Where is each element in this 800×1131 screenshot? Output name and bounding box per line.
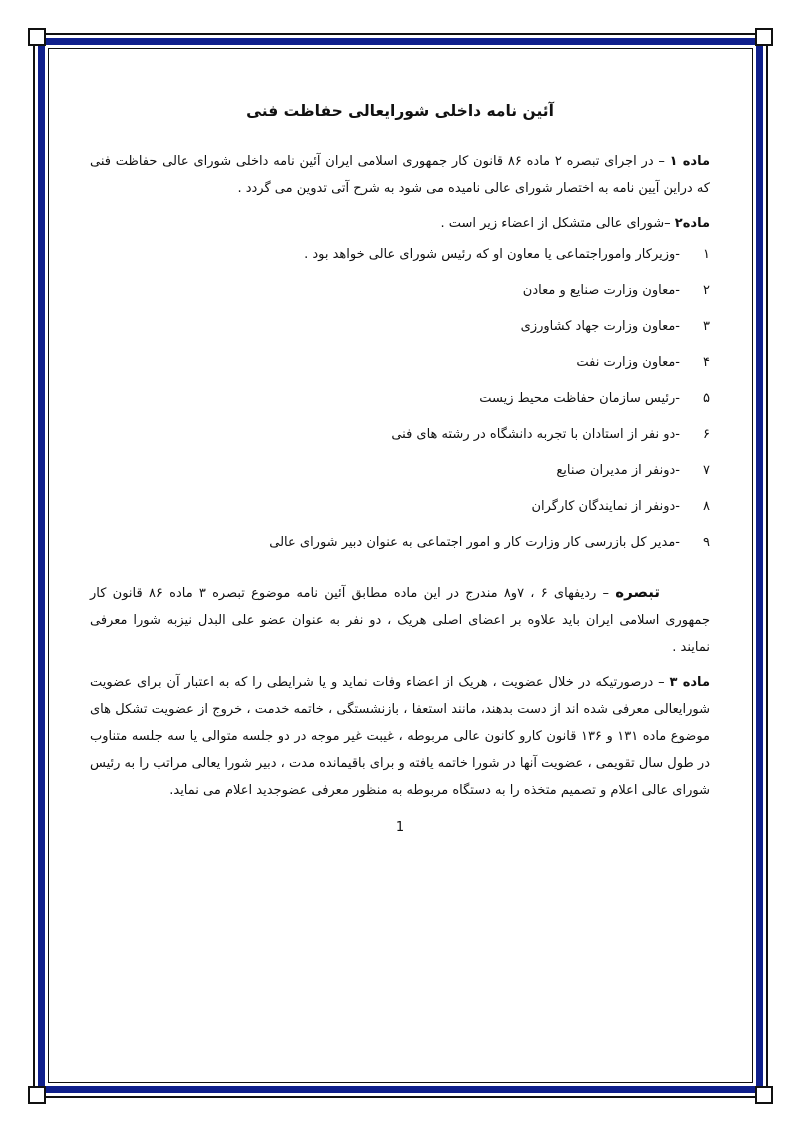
document-title: آئین نامه داخلی شورایعالی حفاظت فنی bbox=[246, 102, 554, 120]
article-1 bbox=[90, 148, 710, 202]
note-label: تبصره bbox=[615, 583, 660, 601]
border-corner-ornament bbox=[755, 28, 773, 46]
article-3-label: ماده ۳ bbox=[669, 675, 710, 690]
border-corner-ornament bbox=[28, 28, 46, 46]
list-item-number: ۱ bbox=[703, 247, 710, 262]
note-text: – ردیفهای ۶ ، ۷و۸ مندرج در این ماده مطابق آئین نامه موضوع تبصره ۳ ماده ۸۶ قانون کار جمهوری اسلامی ایران باید علاوه بر اعضای اصلی هریک ، دو نفر به عنوان عضو علی البدل نیزبه شورا معرفی نمایند . bbox=[90, 586, 710, 655]
list-item bbox=[90, 497, 710, 517]
article-3 bbox=[90, 669, 710, 804]
page-number: 1 bbox=[395, 820, 405, 835]
article-2 bbox=[90, 210, 710, 237]
list-item-number: ۸ bbox=[703, 499, 710, 514]
list-item bbox=[90, 281, 710, 301]
list-item bbox=[90, 389, 710, 409]
border-corner-ornament bbox=[755, 1086, 773, 1104]
list-item-text: -رئیس سازمان حفاظت محیط زیست bbox=[479, 391, 680, 406]
border-corner-ornament bbox=[28, 1086, 46, 1104]
list-item-text: -دونفر از نمایندگان کارگران bbox=[531, 499, 680, 514]
list-item-text: -معاون وزارت جهاد کشاورزی bbox=[520, 319, 680, 334]
list-item bbox=[90, 317, 710, 337]
council-members-list bbox=[90, 245, 710, 553]
list-item bbox=[90, 533, 710, 553]
list-item bbox=[90, 353, 710, 373]
list-item bbox=[90, 245, 710, 265]
list-item-text: -وزیرکار واموراجتماعی یا معاون او که رئیس شورای عالی خواهد بود . bbox=[304, 247, 680, 262]
list-item-text: -معاون وزارت صنایع و معادن bbox=[522, 283, 680, 298]
list-item-text: -مدیر کل بازرسی کار وزارت کار و امور اجتماعی به عنوان دبیر شورای عالی bbox=[269, 535, 680, 550]
article-2-text: –شورای عالی متشکل از اعضاء زیر است . bbox=[440, 216, 675, 231]
list-item-number: ۹ bbox=[703, 535, 710, 550]
article-3-text: – درصورتیکه در خلال عضویت ، هریک از اعضاء وفات نماید و یا شرایطی را که به اعتبار آن برای عضویت شورایعالی معرفی شده اند از دست بدهند، مانند استعفا ، بازنشستگی ، خاتمه خدمت ، خروج از عضویت تشکل های موضوع ماده ۱۳۱ و ۱۳۶ قانون کارو کانون عالی مربوطه ، غیبت غیر موجه در دو جلسه متوالی یا سه جلسه متناوب در طول سال تقویمی ، عضویت آنها در شورا خاتمه یافته و برای باقیمانده مدت ، دبیر شورا یعالی مراتب را به رئیس شورای عالی اعلام و تصمیم متخذه را به دستگاه مربوطه به منظور معرفی عضوجدید اعلام می نماید. bbox=[90, 675, 710, 798]
list-item-text: -دو نفر از استادان با تجربه دانشگاه در رشته های فنی bbox=[391, 427, 680, 442]
article-1-label: ماده ۱ bbox=[669, 154, 711, 169]
list-item-number: ۵ bbox=[703, 391, 710, 406]
list-item-number: ۷ bbox=[703, 463, 710, 478]
list-item bbox=[90, 425, 710, 445]
list-item-text: -دونفر از مدیران صنایع bbox=[556, 463, 680, 478]
list-item-number: ۴ bbox=[703, 355, 710, 370]
document-body bbox=[90, 90, 710, 812]
list-item-number: ۶ bbox=[703, 427, 710, 442]
list-item-text: -معاون وزارت نفت bbox=[576, 355, 680, 370]
article-1-text: – در اجرای تبصره ۲ ماده ۸۶ قانون کار جمهوری اسلامی ایران آئین نامه داخلی شورای عالی حفاظت فنی که دراین آیین نامه به اختصار شورای عالی نامیده می شود به شرح آتی تدوین می گردد . bbox=[90, 154, 710, 196]
note-paragraph bbox=[90, 579, 710, 661]
article-2-label: ماده۲ bbox=[674, 216, 710, 231]
list-item-number: ۲ bbox=[703, 283, 710, 298]
list-item-number: ۳ bbox=[703, 319, 710, 334]
list-item bbox=[90, 461, 710, 481]
